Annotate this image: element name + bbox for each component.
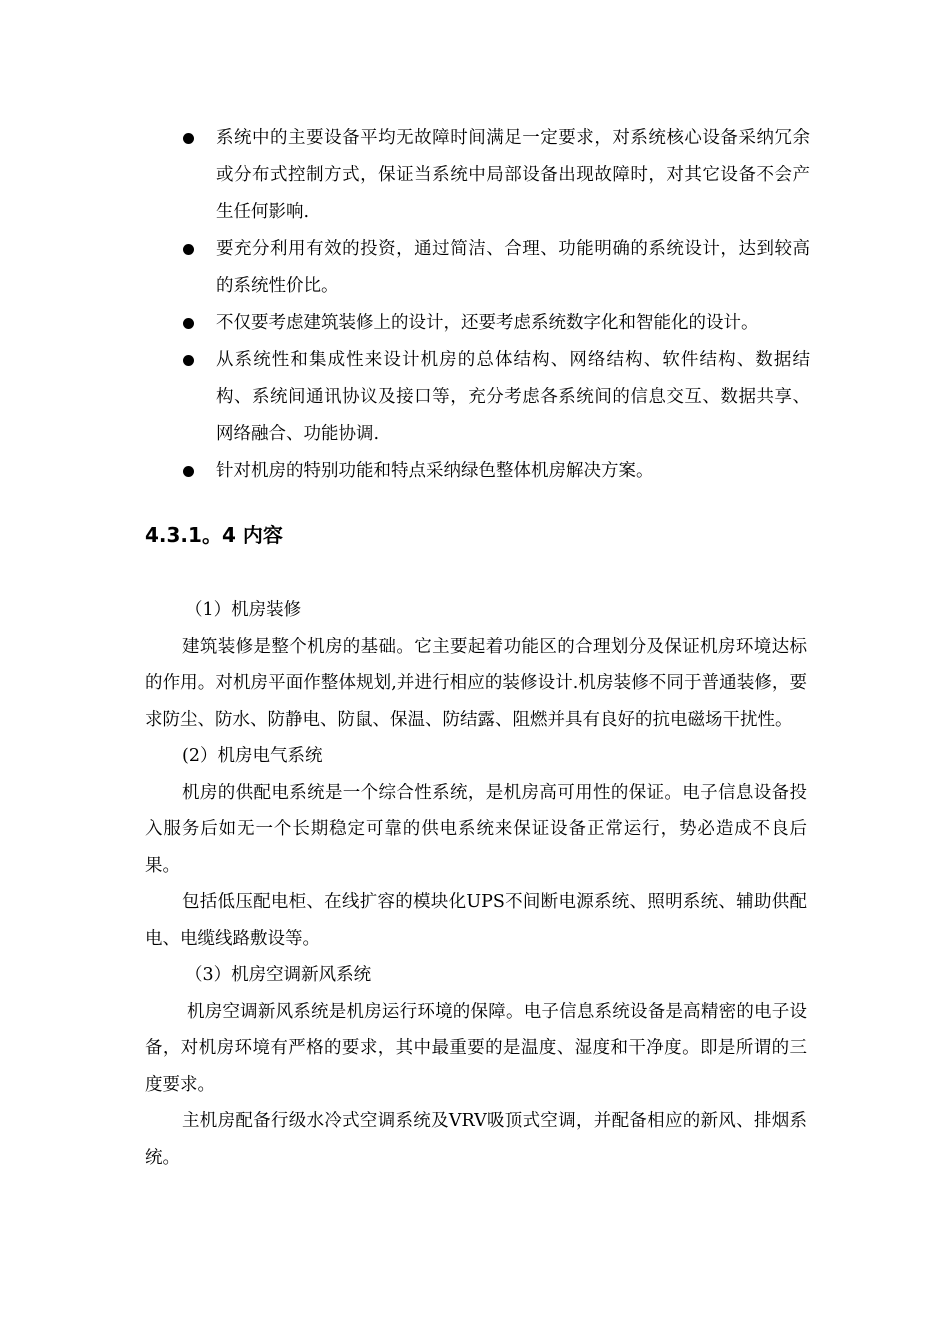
paragraph-power-components: 包括低压配电柜、在线扩容的模块化UPS不间断电源系统、照明系统、辅助供配电、电缆线路敷设等。 xyxy=(145,892,807,949)
bullet-icon xyxy=(183,355,194,366)
subheading-air-conditioning: （3）机房空调新风系统 xyxy=(185,965,372,985)
bullet-text: 要充分利用有效的投资，通过简洁、合理、功能明确的系统设计，达到较高的系统性价比。 xyxy=(216,239,810,296)
paragraph-air-conditioning-equipment: 主机房配备行级水冷式空调系统及VRV吸顶式空调，并配备相应的新风、排烟系统。 xyxy=(145,1111,807,1168)
subheading-room-decoration: （1）机房装修 xyxy=(185,600,302,620)
bullet-icon xyxy=(183,318,194,329)
paragraph-air-conditioning: 机房空调新风系统是机房运行环境的保障。电子信息系统设备是高精密的电子设备，对机房环境有严格的要求，其中最重要的是温度、湿度和干净度。即是所谓的三度要求。 xyxy=(145,1001,807,1095)
section-heading: 4.3.1。4 内容 xyxy=(145,523,283,547)
bullet-icon xyxy=(183,133,194,144)
section-content xyxy=(145,592,807,1176)
list-item xyxy=(180,342,810,453)
paragraph-room-decoration: 建筑装修是整个机房的基础。它主要起着功能区的合理划分及保证机房环境达标的作用。对机房平面作整体规划,并进行相应的装修设计.机房装修不同于普通装修，要求防尘、防水、防静电、防鼠、保温、防结露、阻燃并具有良好的抗电磁场干扰性。 xyxy=(145,636,807,730)
bullet-text: 针对机房的特别功能和特点采纳绿色整体机房解决方案。 xyxy=(216,461,654,481)
paragraph-power-supply: 机房的供配电系统是一个综合性系统，是机房高可用性的保证。电子信息设备投入服务后如无一个长期稳定可靠的供电系统来保证设备正常运行，势必造成不良后果。 xyxy=(145,782,807,876)
list-item xyxy=(180,231,810,305)
bullet-icon xyxy=(183,466,194,477)
bullet-text: 系统中的主要设备平均无故障时间满足一定要求，对系统核心设备采纳冗余或分布式控制方式，保证当系统中局部设备出现故障时，对其它设备不会产生任何影响. xyxy=(216,128,810,222)
bullet-text: 不仅要考虑建筑装修上的设计，还要考虑系统数字化和智能化的设计。 xyxy=(216,313,759,333)
list-item xyxy=(180,305,810,342)
list-item xyxy=(180,453,810,490)
bullet-icon xyxy=(183,244,194,255)
bullet-text: 从系统性和集成性来设计机房的总体结构、网络结构、软件结构、数据结构、系统间通讯协议及接口等，充分考虑各系统间的信息交互、数据共享、网络融合、功能协调. xyxy=(216,350,810,444)
requirements-bullet-list xyxy=(180,120,810,490)
subheading-electrical-system: (2）机房电气系统 xyxy=(182,746,323,766)
list-item xyxy=(180,120,810,231)
